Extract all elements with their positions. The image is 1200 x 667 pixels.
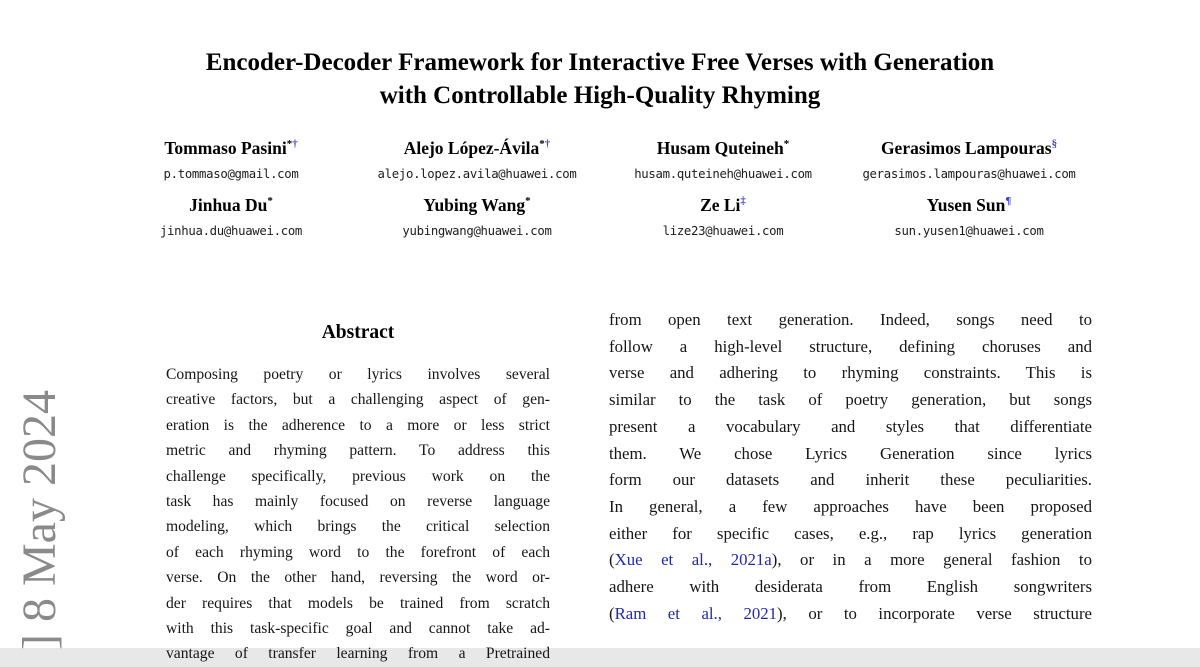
author-footnote-mark: * [539, 138, 545, 151]
text-line: with this task-specific goal and cannot take ad- [166, 620, 550, 638]
text-line: Composing poetry or lyrics involves several [166, 366, 550, 383]
text-line: In general, a few approaches have been proposed [609, 496, 1092, 516]
author-name: Yusen Sun¶ [926, 195, 1012, 215]
text-line: similar to the task of poetry generation, but songs [609, 390, 1092, 410]
text-line: of each rhyming word to the forefront of each [166, 543, 550, 561]
author-block [108, 136, 1092, 239]
introduction-column [609, 307, 1092, 627]
author-footnote-mark: * [286, 138, 293, 151]
author-email: sun.yusen1@huawei.com [894, 224, 1044, 238]
author-footnote-mark: ¶ [1005, 195, 1012, 208]
author-name: Tommaso Pasini*† [164, 138, 298, 158]
text-line: vantage of transfer learning from a Pretrained [166, 645, 550, 663]
author-cell [354, 136, 600, 182]
author-cell [846, 136, 1092, 182]
author-email: yubingwang@huawei.com [402, 224, 552, 238]
text-line: verse and adhering to rhyming constraints. This is [609, 363, 1092, 383]
citation-link[interactable]: Ram et al., 2021 [614, 603, 778, 623]
author-email: p.tommaso@gmail.com [163, 167, 299, 181]
author-footnote-mark: § [1051, 138, 1058, 151]
text-line: follow a high-level structure, defining choruses and [609, 336, 1092, 356]
text-line: from open text generation. Indeed, songs need to [609, 310, 1092, 329]
citation-link[interactable]: Xue et al., 2021a [614, 550, 772, 570]
abstract-heading: Abstract [321, 322, 395, 343]
author-cell [108, 136, 354, 182]
text-line: modeling, which brings the critical selection [166, 518, 550, 536]
author-footnote-mark: * [783, 138, 790, 151]
abstract-body [166, 362, 550, 667]
text-line: creative factors, but a challenging aspect of gen- [166, 391, 550, 409]
author-name: Yubing Wang* [423, 195, 531, 215]
abstract-section [153, 322, 563, 667]
text-line: (Ram et al., 2021), or to incorporate verse structure [609, 603, 1092, 623]
paper-title-line1: Encoder-Decoder Framework for Interactive Free Verses with Generation [205, 49, 995, 76]
author-cell [354, 193, 600, 239]
author-cell [600, 193, 846, 239]
paper-title-line2: with Controllable High-Quality Rhyming [379, 82, 821, 109]
author-cell [600, 136, 846, 182]
author-email: gerasimos.lampouras@huawei.com [862, 167, 1076, 181]
text-line: eration is the adherence to a more or less strict [166, 416, 550, 434]
text-line: adhere with desiderata from English songwriters [609, 577, 1092, 597]
author-footnote-mark: ‡ [740, 195, 746, 208]
text-line: them. We chose Lyrics Generation since lyrics [609, 443, 1092, 463]
text-line: challenge specifically, previous work on the [166, 467, 550, 485]
author-cell [846, 193, 1092, 239]
author-footnote-mark: * [267, 195, 273, 208]
author-name: Gerasimos Lampouras§ [880, 138, 1058, 158]
author-email: lize23@huawei.com [662, 224, 784, 238]
author-footnote-mark: † [292, 138, 298, 151]
arxiv-date-banner: ] 8 May 2024 [13, 390, 66, 650]
author-name: Jinhua Du* [189, 195, 273, 215]
author-name: Alejo López-Ávila*† [403, 138, 551, 158]
text-line: (Xue et al., 2021a), or in a more general fashion to [609, 550, 1092, 570]
paper-title [60, 46, 1140, 112]
author-footnote-mark: † [544, 138, 551, 151]
text-line: task has mainly focused on reverse language [166, 493, 550, 511]
text-line: der requires that models be trained from scratch [166, 594, 550, 612]
author-name: Ze Li‡ [700, 195, 746, 215]
author-email: alejo.lopez.avila@huawei.com [377, 167, 577, 181]
text-line: present a vocabulary and styles that differentiate [609, 416, 1092, 436]
author-email: husam.quteineh@huawei.com [634, 167, 812, 181]
author-email: jinhua.du@huawei.com [159, 224, 303, 238]
author-cell [108, 193, 354, 239]
text-line: verse. On the other hand, reversing the word or- [166, 569, 550, 587]
text-line: metric and rhyming pattern. To address this [166, 442, 550, 460]
author-name: Husam Quteineh* [656, 138, 790, 158]
text-line: either for specific cases, e.g., rap lyrics generation [609, 523, 1092, 543]
author-footnote-mark: * [525, 195, 531, 208]
text-line: form our datasets and inherit these peculiarities. [609, 470, 1092, 490]
